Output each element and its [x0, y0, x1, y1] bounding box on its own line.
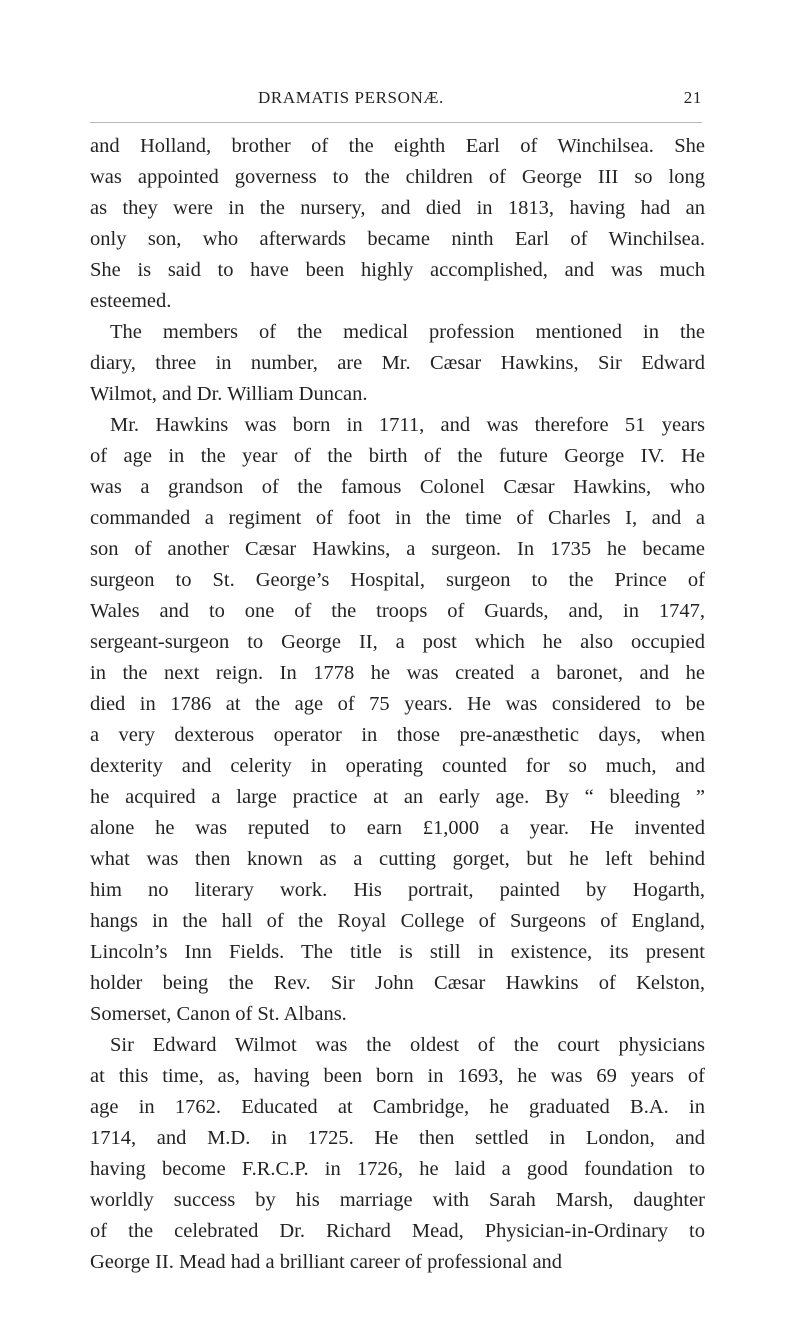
text-line: Mr. Hawkins was born in 1711, and was therefore 51 years: [110, 414, 705, 436]
text-line: Wales and to one of the troops of Guards, and, in 1747,: [90, 600, 705, 622]
text-line: worldly success by his marriage with Sarah Marsh, daughter: [90, 1189, 705, 1211]
text-line: surgeon to St. George’s Hospital, surgeon to the Prince of: [90, 569, 705, 591]
paragraph: [90, 1030, 705, 1278]
text-line: at this time, as, having been born in 1693, he was 69 years of: [90, 1065, 705, 1087]
running-title: DRAMATIS PERSONÆ.: [258, 88, 444, 107]
text-line: age in 1762. Educated at Cambridge, he graduated B.A. in: [90, 1096, 705, 1118]
text-line: as they were in the nursery, and died in 1813, having had an: [90, 197, 705, 219]
page-body-text: [90, 131, 705, 1278]
text-line: was appointed governess to the children of George III so long: [90, 166, 705, 188]
text-line: having become F.R.C.P. in 1726, he laid a good foundation to: [90, 1158, 705, 1180]
running-header: [90, 88, 702, 110]
paragraph: [90, 410, 705, 1030]
text-line: died in 1786 at the age of 75 years. He was considered to be: [90, 693, 705, 715]
text-line: was a grandson of the famous Colonel Cæsar Hawkins, who: [90, 476, 705, 498]
text-line: hangs in the hall of the Royal College of Surgeons of England,: [90, 910, 705, 932]
text-line: commanded a regiment of foot in the time of Charles I, and a: [90, 507, 705, 529]
text-line: George II. Mead had a brilliant career of professional and: [90, 1251, 563, 1273]
paragraph: [90, 317, 705, 410]
text-line: Wilmot, and Dr. William Duncan.: [90, 383, 368, 405]
text-line: She is said to have been highly accomplished, and was much: [90, 259, 705, 281]
text-line: he acquired a large practice at an early age. By “ bleeding ”: [90, 786, 705, 808]
text-line: esteemed.: [90, 290, 172, 312]
text-line: holder being the Rev. Sir John Cæsar Hawkins of Kelston,: [90, 972, 705, 994]
text-line: 1714, and M.D. in 1725. He then settled in London, and: [90, 1127, 705, 1149]
text-line: only son, who afterwards became ninth Earl of Winchilsea.: [90, 228, 705, 250]
page-number: 21: [683, 88, 702, 107]
text-line: Somerset, Canon of St. Albans.: [90, 1003, 347, 1025]
text-line: in the next reign. In 1778 he was created a baronet, and he: [90, 662, 705, 684]
text-line: him no literary work. His portrait, painted by Hogarth,: [90, 879, 705, 901]
text-line: and Holland, brother of the eighth Earl of Winchilsea. She: [90, 135, 705, 157]
text-line: The members of the medical profession mentioned in the: [110, 321, 705, 343]
text-line: Lincoln’s Inn Fields. The title is still in existence, its present: [90, 941, 705, 963]
text-line: what was then known as a cutting gorget, but he left behind: [90, 848, 705, 870]
text-line: alone he was reputed to earn £1,000 a year. He invented: [90, 817, 705, 839]
header-rule: [90, 122, 702, 123]
text-line: dexterity and celerity in operating counted for so much, and: [90, 755, 705, 777]
text-line: sergeant-surgeon to George II, a post which he also occupied: [90, 631, 705, 653]
text-line: Sir Edward Wilmot was the oldest of the court physicians: [110, 1034, 705, 1056]
text-line: of age in the year of the birth of the future George IV. He: [90, 445, 705, 467]
paragraph: [90, 131, 705, 317]
text-line: a very dexterous operator in those pre-anæsthetic days, when: [90, 724, 705, 746]
text-line: of the celebrated Dr. Richard Mead, Physician-in-Ordinary to: [90, 1220, 705, 1242]
text-line: diary, three in number, are Mr. Cæsar Hawkins, Sir Edward: [90, 352, 705, 374]
text-line: son of another Cæsar Hawkins, a surgeon. In 1735 he became: [90, 538, 705, 560]
